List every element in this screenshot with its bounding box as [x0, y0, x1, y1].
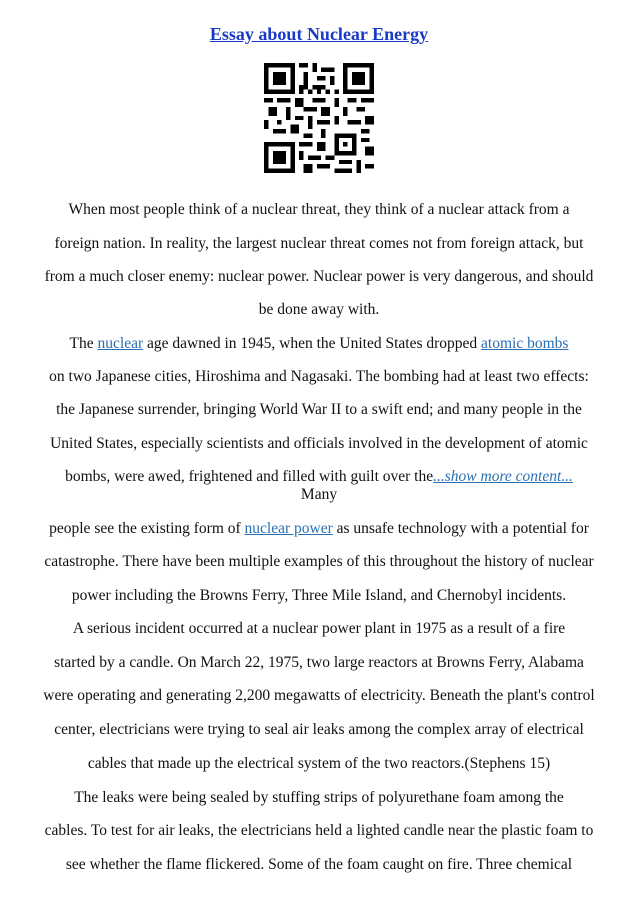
text-segment: as unsafe technology with a potential for [332, 520, 589, 537]
paragraph-4-line-2: started by a candle. On March 22, 1975, two large reactors at Browns Ferry, Alabama [54, 654, 584, 671]
paragraph-1-line-4: be done away with. [258, 301, 380, 318]
paragraph-5-line-1: The leaks were being sealed by stuffing strips of polyurethane foam among the [74, 789, 564, 806]
text-segment: bombs, were awed, frightened and filled with guilt over the [65, 468, 434, 485]
text-segment: age dawned in 1945, when the United States dropped [143, 335, 482, 352]
show-more-content-link[interactable]: ...show more content... [433, 468, 573, 485]
text-segment: The [69, 335, 98, 352]
paragraph-5-line-3: see whether the flame flickered. Some of the foam caught on fire. Three chemical [65, 856, 573, 873]
paragraph-4-line-5: cables that made up the electrical system of the two reactors.(Stephens 15) [87, 755, 551, 772]
paragraph-4-line-4: center, electricians were trying to seal air leaks among the complex array of electrical [54, 721, 584, 738]
paragraph-1-line-2: foreign nation. In reality, the largest nuclear threat comes not from foreign attack, but [54, 235, 584, 252]
paragraph-5-line-2: cables. To test for air leaks, the electricians held a lighted candle near the plastic foam to [44, 822, 594, 839]
paragraph-3-line-1 [0, 520, 638, 538]
text-segment: people see the existing form of [49, 520, 245, 537]
essay-title[interactable]: Essay about Nuclear Energy [209, 24, 429, 44]
paragraph-1-line-3: from a much closer enemy: nuclear power. Nuclear power is very dangerous, and should [44, 268, 594, 285]
paragraph-1-line-1: When most people think of a nuclear threat, they think of a nuclear attack from a [68, 201, 570, 218]
paragraph-3-line-2: catastrophe. There have been multiple examples of this throughout the history of nuclear [44, 553, 594, 570]
atomic-bombs-link[interactable]: atomic bombs [481, 335, 569, 352]
paragraph-3-line-3: power including the Browns Ferry, Three Mile Island, and Chernobyl incidents. [71, 587, 567, 604]
paragraph-2-line-5 [0, 468, 638, 486]
paragraph-2-line-2: on two Japanese cities, Hiroshima and Nagasaki. The bombing had at least two effects: [49, 368, 589, 385]
paragraph-2-line-1 [0, 335, 638, 353]
paragraph-4-line-3: were operating and generating 2,200 megawatts of electricity. Beneath the plant's control [43, 687, 595, 704]
paragraph-2-line-4: United States, especially scientists and officials involved in the development of atomic [50, 435, 588, 452]
nuclear-power-link[interactable]: nuclear power [244, 520, 333, 537]
nuclear-link[interactable]: nuclear [97, 335, 144, 352]
qr-code-icon [264, 63, 374, 178]
paragraph-2-line-3: the Japanese surrender, bringing World War II to a swift end; and many people in the [56, 401, 582, 418]
paragraph-2-line-6: Many [300, 486, 338, 503]
paragraph-4-line-1: A serious incident occurred at a nuclear power plant in 1975 as a result of a fire [72, 620, 566, 637]
